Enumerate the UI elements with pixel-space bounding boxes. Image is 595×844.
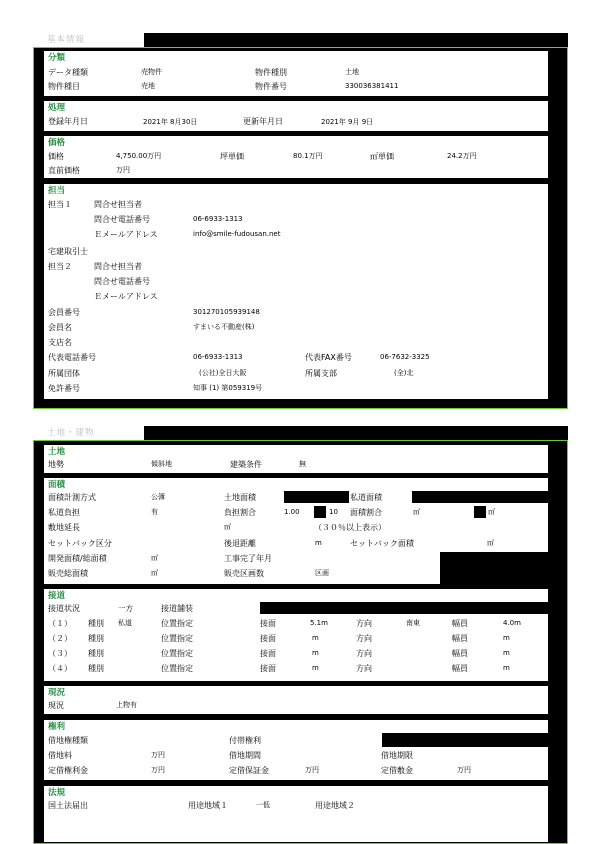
card-title: 処理 [48, 103, 66, 113]
section-tab-basic-info: 基本情報 [33, 33, 144, 47]
land-area-redacted [284, 491, 349, 503]
road-row-3-width-value: m [503, 649, 510, 657]
label-lease-period: 借地期間 [229, 751, 261, 760]
road-row-1-face-value: 5.1m [310, 619, 328, 627]
value-burden-ratio-a: 1.00 [284, 508, 300, 516]
label-build-cond: 建築条件 [230, 460, 262, 469]
label-private-road-area: 私道面積 [350, 493, 382, 502]
value-current-status: 上物有 [116, 701, 137, 709]
label-land-area: 土地面積 [224, 493, 256, 502]
road-row-1-face: 接面 [260, 619, 276, 628]
value-private-road-burden: 有 [151, 508, 158, 516]
road-row-2-no: （２） [48, 634, 72, 643]
value-prev-price: 万円 [116, 166, 130, 174]
paving-redacted [260, 602, 548, 614]
unit-fixed-lease-fee: 万円 [151, 766, 165, 774]
label-rep-tel: 代表電話番号 [48, 353, 96, 362]
card-road-access [44, 589, 548, 681]
road-row-2-pos: 位置指定 [161, 634, 193, 643]
label-private-road-burden: 私道負担 [48, 508, 80, 517]
road-row-3-face-value: m [312, 649, 319, 657]
card-price [44, 136, 548, 178]
card-area [44, 478, 548, 584]
attached-rights-redacted [382, 733, 548, 747]
unit-area-ratio-a: ㎡ [413, 508, 420, 516]
road-row-4-width-value: m [503, 664, 510, 672]
label-association: 所属団体 [48, 369, 80, 378]
label-work-done: 工事完了年月 [224, 554, 272, 563]
label-frontage: 敷地延長 [48, 523, 80, 532]
value-terrain: 傾斜地 [151, 460, 172, 468]
card-title: 権利 [48, 722, 66, 732]
label-land-act-notice: 国土法届出 [48, 801, 88, 810]
unit-fixed-deposit: 万円 [305, 766, 319, 774]
card-title: 法規 [48, 788, 66, 798]
value-property-no: 330036381411 [345, 82, 399, 90]
card-title: 分類 [48, 53, 66, 63]
card-title: 価格 [48, 138, 66, 148]
unit-fixed-shikikin: 万円 [457, 766, 471, 774]
road-row-3-no: （３） [48, 649, 72, 658]
private-road-area-redacted [412, 491, 548, 503]
label-property-no: 物件番号 [255, 82, 287, 91]
label-zone-2: 用途地域２ [315, 801, 355, 810]
card-land [44, 445, 548, 473]
label-dev-area: 開発面積/総面積 [48, 554, 107, 563]
label-lease-kind: 借地権種類 [48, 736, 88, 745]
value-burden-ratio-b: 10 [329, 508, 338, 516]
label-lease-fee: 借地料 [48, 751, 72, 760]
work-done-redacted [440, 552, 548, 584]
road-row-3-pos: 位置指定 [161, 649, 193, 658]
unit-area-ratio-b: ㎡ [488, 508, 495, 516]
value-rep-fax: 06-7632-3325 [380, 353, 430, 361]
value-member-name: すまいる不動産(株) [193, 323, 255, 331]
label-contact-tel: 問合せ電話番号 [94, 215, 150, 224]
label-zone-1: 用途地域１ [188, 801, 228, 810]
label-tsubo-price: 坪単価 [220, 152, 244, 161]
label-email-2: Ｅメールアドレス [94, 292, 158, 301]
label-price: 価格 [48, 152, 64, 161]
label-association-branch: 所属支部 [305, 369, 337, 378]
value-data-type: 売物件 [141, 68, 162, 76]
label-email: Ｅメールアドレス [94, 230, 158, 239]
value-association-branch: (全)北 [394, 369, 414, 377]
label-license: 免許番号 [48, 384, 80, 393]
area-ratio-slash [474, 506, 486, 518]
card-processing [44, 101, 548, 131]
label-terrain: 地勢 [48, 460, 64, 469]
label-measure-method: 面積計測方式 [48, 493, 96, 502]
road-row-2-dir: 方向 [356, 634, 372, 643]
road-row-4-pos: 位置指定 [161, 664, 193, 673]
value-registered: 2021年 8月30日 [143, 118, 198, 126]
road-row-4-width: 幅員 [452, 664, 468, 673]
label-fixed-lease-fee: 定借権利金 [48, 766, 88, 775]
label-contact-person: 問合せ担当者 [94, 200, 142, 209]
road-row-4-no: （４） [48, 664, 72, 673]
card-classification [44, 51, 548, 96]
label-prev-price: 直前価格 [48, 166, 80, 175]
card-title: 接道 [48, 591, 66, 601]
burden-ratio-slash [314, 506, 326, 518]
value-rep-tel: 06-6933-1313 [193, 353, 243, 361]
label-property-item: 物件種目 [48, 82, 80, 91]
label-updated: 更新年月日 [243, 117, 283, 126]
label-sale-total-area: 販売総面積 [48, 569, 88, 578]
label-data-type: データ種類 [48, 68, 88, 77]
road-row-4-dir: 方向 [356, 664, 372, 673]
road-row-3-dir: 方向 [356, 649, 372, 658]
value-license: 知事 (1) 第059319号 [193, 384, 263, 392]
label-registered: 登録年月日 [48, 117, 88, 126]
road-row-1-dir-value: 南東 [406, 619, 420, 627]
road-row-1-kind: 種別 [88, 619, 104, 628]
label-member-no: 会員番号 [48, 308, 80, 317]
label-setback-class: セットバック区分 [48, 539, 112, 548]
label-agent-2: 担当２ [48, 262, 72, 271]
label-licensed-agent: 宅建取引士 [48, 247, 88, 256]
card-title: 土地 [48, 447, 66, 457]
road-row-2-kind: 種別 [88, 634, 104, 643]
value-member-no: 301270105939148 [193, 308, 260, 316]
section-tab-land-building: 土地・建物 [33, 426, 144, 440]
road-row-2-width-value: m [503, 634, 510, 642]
road-row-4-kind: 種別 [88, 664, 104, 673]
unit-sale-lot-count: 区画 [315, 569, 329, 577]
value-updated: 2021年 9月 9日 [321, 118, 374, 126]
road-row-1-width-value: 4.0m [503, 619, 521, 627]
card-regulations [44, 786, 548, 842]
note-30-percent: （３０％以上表示） [314, 523, 386, 532]
value-property-kind: 土地 [345, 68, 359, 76]
label-burden-ratio: 負担割合 [224, 508, 256, 517]
card-contact [44, 184, 548, 399]
value-association: (公社)全日大阪 [199, 369, 247, 377]
label-branch: 支店名 [48, 338, 72, 347]
unit-dev-area: ㎡ [151, 554, 158, 562]
value-price: 4,750.00万円 [116, 152, 162, 160]
road-row-2-width: 幅員 [452, 634, 468, 643]
road-row-3-kind: 種別 [88, 649, 104, 658]
road-row-2-face: 接面 [260, 634, 276, 643]
label-agent-1: 担当１ [48, 200, 72, 209]
label-fixed-deposit: 定借保証金 [229, 766, 269, 775]
card-title: 担当 [48, 186, 66, 196]
label-attached-rights: 付帯権利 [229, 736, 261, 745]
road-row-3-width: 幅員 [452, 649, 468, 658]
unit-setback-area: ㎡ [487, 539, 494, 547]
label-sale-lot-count: 販売区画数 [224, 569, 264, 578]
unit-retreat-distance: m [315, 539, 322, 547]
label-property-kind: 物件種別 [255, 68, 287, 77]
road-row-1-kind-value: 私道 [118, 619, 132, 627]
road-row-1-dir: 方向 [356, 619, 372, 628]
road-row-4-face-value: m [312, 664, 319, 672]
value-m2-price: 24.2万円 [447, 152, 477, 160]
label-current-status: 現況 [48, 701, 64, 710]
road-row-1-width: 幅員 [452, 619, 468, 628]
label-fixed-shikikin: 定借敷金 [381, 766, 413, 775]
label-access-status: 接道状況 [48, 604, 80, 613]
card-title: 面積 [48, 480, 66, 490]
card-current-status [44, 686, 548, 714]
label-rep-fax: 代表FAX番号 [305, 353, 352, 362]
card-rights [44, 720, 548, 780]
card-title: 現況 [48, 688, 66, 698]
road-row-1-no: （１） [48, 619, 72, 628]
label-area-ratio: 面積割合 [350, 508, 382, 517]
value-contact-tel: 06-6933-1313 [193, 215, 243, 223]
value-email[interactable]: info@smile-fudousan.net [193, 230, 281, 238]
label-lease-limit: 借地期限 [381, 751, 413, 760]
label-contact-tel-2: 問合せ電話番号 [94, 277, 150, 286]
unit-lease-fee: 万円 [151, 751, 165, 759]
label-setback-area: セットバック面積 [350, 539, 414, 548]
unit-frontage: ㎡ [224, 523, 231, 531]
value-build-cond: 無 [299, 460, 306, 468]
value-tsubo-price: 80.1万円 [293, 152, 323, 160]
value-access-status: 一方 [118, 604, 133, 613]
road-row-2-face-value: m [312, 634, 319, 642]
unit-sale-total-area: ㎡ [151, 569, 158, 577]
label-contact-person-2: 問合せ担当者 [94, 262, 142, 271]
label-paving: 接道舗装 [161, 604, 193, 613]
label-m2-price: ㎡単価 [370, 152, 394, 161]
value-zone-1: 一低 [256, 801, 270, 809]
label-member-name: 会員名 [48, 323, 72, 332]
label-retreat-distance: 後退距離 [224, 539, 256, 548]
road-row-4-face: 接面 [260, 664, 276, 673]
road-row-1-pos: 位置指定 [161, 619, 193, 628]
road-row-3-face: 接面 [260, 649, 276, 658]
value-measure-method: 公簿 [151, 493, 165, 501]
value-property-item: 売地 [141, 82, 155, 90]
